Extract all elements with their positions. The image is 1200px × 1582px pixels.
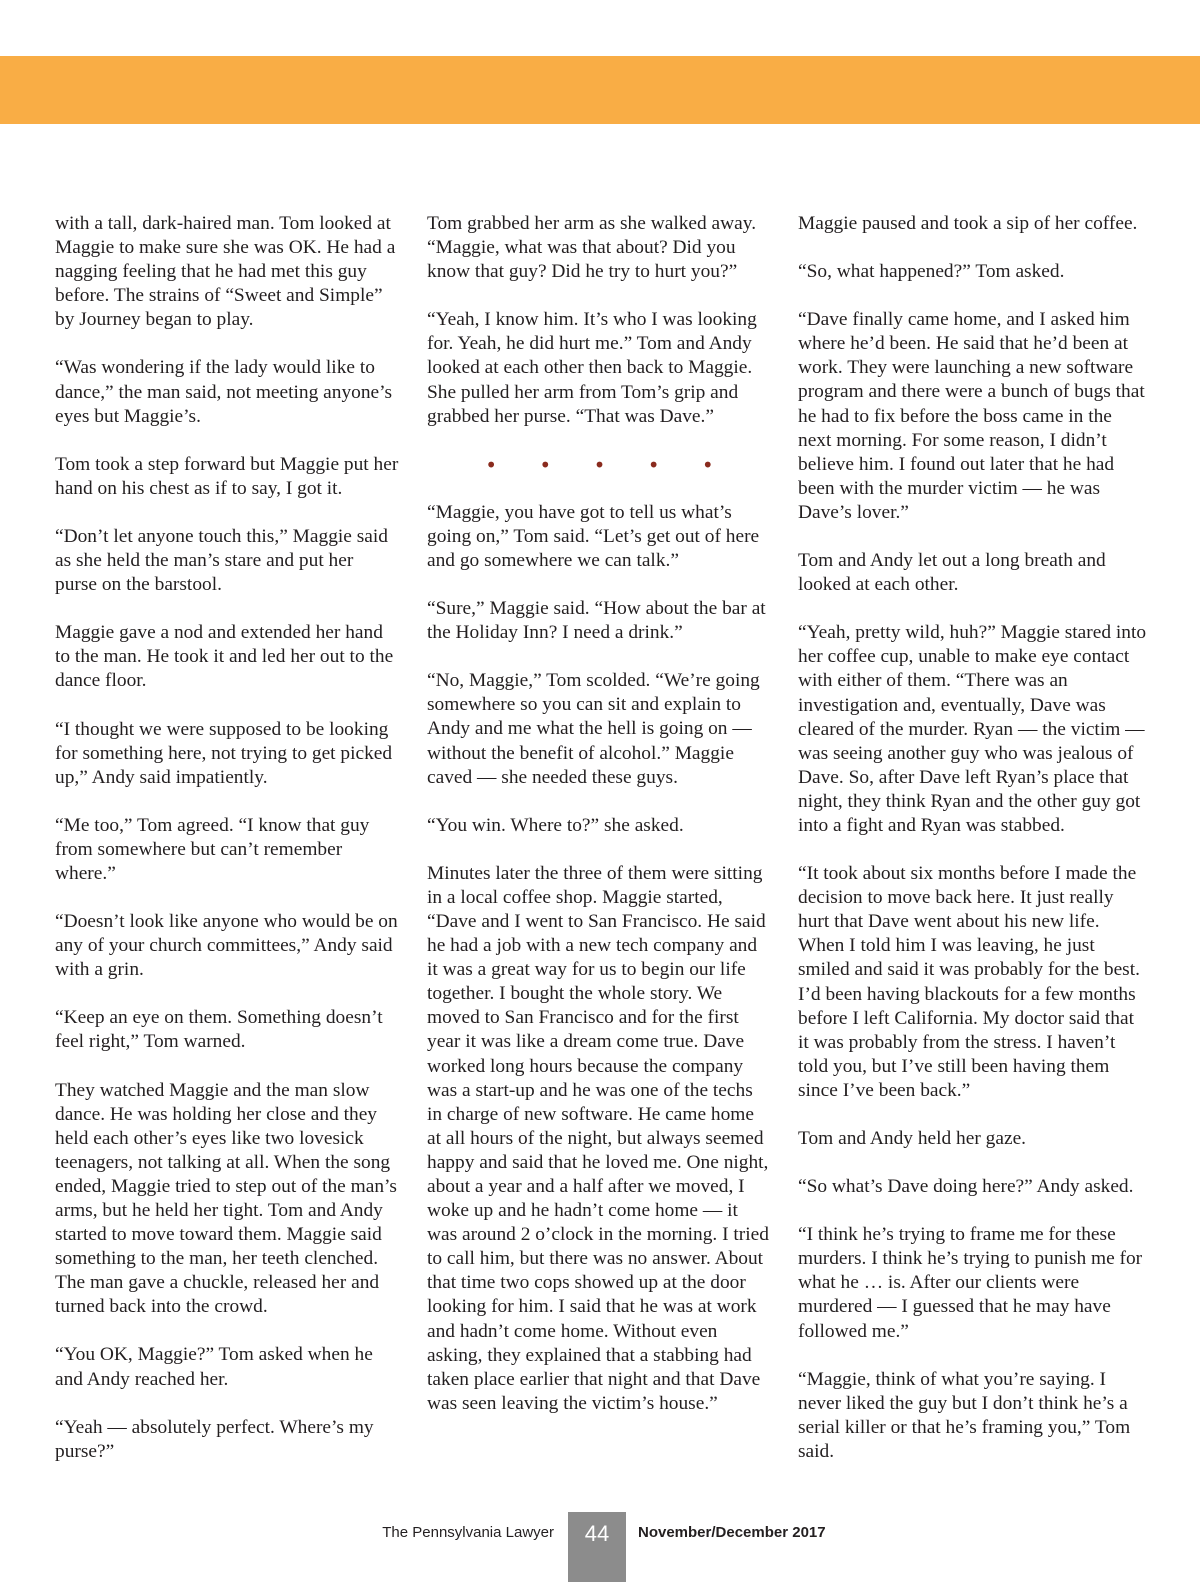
paragraph: “Maggie, think of what you’re saying. I never liked the guy but I don’t think he’s a serial killer or that he’s framing you,” Tom said.: [798, 1368, 1131, 1462]
paragraph: with a tall, dark-haired man. Tom looked at Maggie to make sure she was OK. He had a nagging feeling that he had met this guy before. The strains of “Sweet and Simple” by Journey began to play.: [55, 213, 396, 331]
issue-date: November/December 2017: [638, 1524, 826, 1541]
page-number: 44: [568, 1512, 626, 1582]
paragraph: Tom and Andy let out a long breath and looked at each other.: [798, 550, 1106, 596]
publication-name: The Pennsylvania Lawyer: [382, 1524, 554, 1541]
paragraph: “Don’t let anyone touch this,” Maggie said as she held the man’s stare and put her purse on the barstool.: [55, 525, 388, 596]
page-footer: [0, 1512, 1200, 1582]
paragraph: “Dave finally came home, and I asked him where he’d been. He said that he’d been at work. They were launching a new software program and there were a bunch of bugs that he had to fix before the boss came in the next morning. For some reason, I didn’t believe him. I found out later that he had been with the murder victim — he was Dave’s lover.”: [798, 309, 1145, 523]
paragraph: Maggie gave a nod and extended her hand to the man. He took it and led her out to the dance floor.: [55, 622, 394, 692]
paragraph: They watched Maggie and the man slow dance. He was holding her close and they held each other’s eyes like two lovesick teenagers, not talking at all. When the song ended, Maggie tried to step out of the man’s arms, but he held her tight. Tom and Andy started to move toward them. Maggie said something to the man, her teeth clenched. The man gave a chuckle, released her and turned back into the crowd.: [55, 1079, 397, 1318]
text-column-3: [798, 212, 1148, 1464]
paragraph: “Yeah, pretty wild, huh?” Maggie stared into her coffee cup, unable to make eye contact with either of them. “There was an investigation and, eventually, Dave was cleared of the murder. Ryan — the victim — was seeing another guy who was jealous of Dave. So, after Dave left Ryan’s place that night, they think Ryan and the other guy got into a fight and Ryan was stabbed.: [798, 622, 1147, 836]
paragraph: “Was wondering if the lady would like to dance,” the man said, not meeting anyone’s eyes but Maggie’s.: [55, 357, 393, 427]
text-column-1: [55, 212, 400, 1464]
text-column-2: [427, 212, 772, 1416]
paragraph: “I think he’s trying to frame me for these murders. I think he’s trying to punish me for what he … is. After our clients were murdered — I guessed that he may have followed me.”: [798, 1224, 1143, 1342]
paragraph: “Yeah — absolutely perfect. Where’s my purse?”: [55, 1416, 374, 1462]
section-break-dots: • • • • •: [485, 452, 732, 477]
paragraph: “It took about six months before I made the decision to move back here. It just really hurt that Dave went about his new life. When I told him I was leaving, he just smiled and said it was probably for the best. I’d been having blackouts for a few months before I left California. My doctor said that it was probably from the stress. I haven’t told you, but I’ve still been having them since I’ve been back.”: [798, 863, 1140, 1101]
paragraph: “Doesn’t look like anyone who would be on any of your church committees,” Andy said with a grin.: [55, 911, 398, 981]
paragraph: “You win. Where to?” she asked.: [427, 814, 684, 836]
paragraph: Minutes later the three of them were sitting in a local coffee shop. Maggie started, “Dave and I went to San Francisco. He said he had a job with a new tech company and it was a great way for us to begin our life together. I bought the whole story. We moved to San Francisco and for the first year it was like a dream come true. Dave worked long hours because the company was a start-up and he was one of the techs in charge of new software. He came home at all hours of the night, but always seemed happy and said that he loved me. One night, about a year and a half after we moved, I woke up and he hadn’t come home — it was around 2 o’clock in the morning. I tried to call him, but there was no answer. About that time two cops showed up at the door looking for him. I said that he was at work and hadn’t come home. Without even asking, they explained that a stabbing had taken place earlier that night and that Dave was seen leaving the victim’s house.”: [427, 862, 769, 1414]
paragraph: “Yeah, I know him. It’s who I was looking for. Yeah, he did hurt me.” Tom and Andy looked at each other then back to Maggie. She pulled her arm from Tom’s grip and grabbed her purse. “That was Dave.”: [427, 309, 757, 427]
paragraph: “I thought we were supposed to be looking for something here, not trying to get picked up,” Andy said impatiently.: [55, 718, 393, 788]
paragraph: “Sure,” Maggie said. “How about the bar at the Holiday Inn? I need a drink.”: [427, 598, 766, 644]
paragraph: “So what’s Dave doing here?” Andy asked.: [798, 1176, 1134, 1198]
paragraph: “You OK, Maggie?” Tom asked when he and Andy reached her.: [55, 1344, 373, 1390]
paragraph: Tom took a step forward but Maggie put her hand on his chest as if to say, I got it.: [55, 453, 399, 499]
paragraph: Maggie paused and took a sip of her coffee.: [798, 213, 1138, 234]
paragraph: Tom and Andy held her gaze.: [798, 1128, 1027, 1149]
paragraph: “No, Maggie,” Tom scolded. “We’re going somewhere so you can sit and explain to Andy and me what the hell is going on — without the benefit of alcohol.” Maggie caved — she needed these guys.: [427, 670, 760, 788]
paragraph: “Me too,” Tom agreed. “I know that guy from somewhere but can’t remember where.”: [55, 814, 370, 884]
paragraph: “So, what happened?” Tom asked.: [798, 261, 1065, 283]
paragraph: “Maggie, you have got to tell us what’s going on,” Tom said. “Let’s get out of here and go somewhere we can talk.”: [427, 501, 760, 571]
paragraph: “Keep an eye on them. Something doesn’t feel right,” Tom warned.: [55, 1007, 383, 1053]
header-band: [0, 56, 1200, 124]
paragraph: Tom grabbed her arm as she walked away. “Maggie, what was that about? Did you know that guy? Did he try to hurt you?”: [427, 213, 757, 283]
